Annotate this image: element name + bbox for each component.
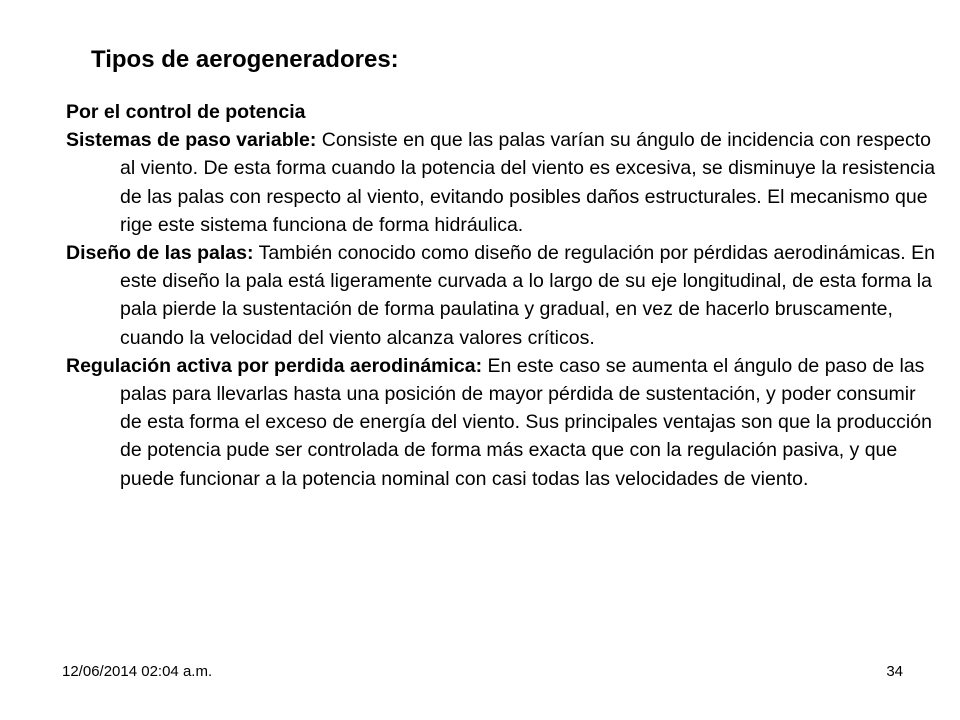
paragraph-diseno-palas — [66, 239, 936, 352]
text-diseno-palas: También conocido como diseño de regulación por pérdidas aerodinámicas. En este diseño la pala está ligeramente curvada a lo largo de su eje longitudinal, de esta forma la pala pierde la sustentación de forma paulatina y gradual, en vez de hacerlo bruscamente, cuando la velocidad del viento alcanza valores críticos. — [120, 242, 935, 349]
section-subheading: Por el control de potencia — [66, 101, 306, 123]
term-diseno-palas: Diseño de las palas: — [66, 242, 254, 265]
term-paso-variable: Sistemas de paso variable: — [66, 129, 317, 152]
text-regulacion-activa: En este caso se aumenta el ángulo de paso de las palas para llevarlas hasta una posición de mayor pérdida de sustentación, y poder consumir de esta forma el exceso de energía del viento. Sus principales ventajas son que la producción de potencia pude ser controlada de forma más exacta que con la regulación pasiva, y que puede funcionar a la potencia nominal con casi todas las velocidades de viento. — [120, 354, 932, 490]
page-number: 34 — [886, 663, 903, 680]
paragraph-regulacion-activa — [66, 352, 936, 493]
footer-date: 12/06/2014 02:04 a.m. — [62, 663, 213, 680]
slide-title: Tipos de aerogeneradores: — [91, 46, 399, 73]
paragraph-paso-variable — [66, 126, 936, 239]
term-regulacion-activa: Regulación activa por perdida aerodinámica: — [66, 354, 483, 377]
slide-body — [66, 98, 936, 493]
text-paso-variable: Consiste en que las palas varían su ángulo de incidencia con respecto al viento. De esta forma cuando la potencia del viento es excesiva, se disminuye la resistencia de las palas con respecto al viento, evitando posibles daños estructurales. El mecanismo que rige este sistema funciona de forma hidráulica. — [120, 129, 936, 236]
